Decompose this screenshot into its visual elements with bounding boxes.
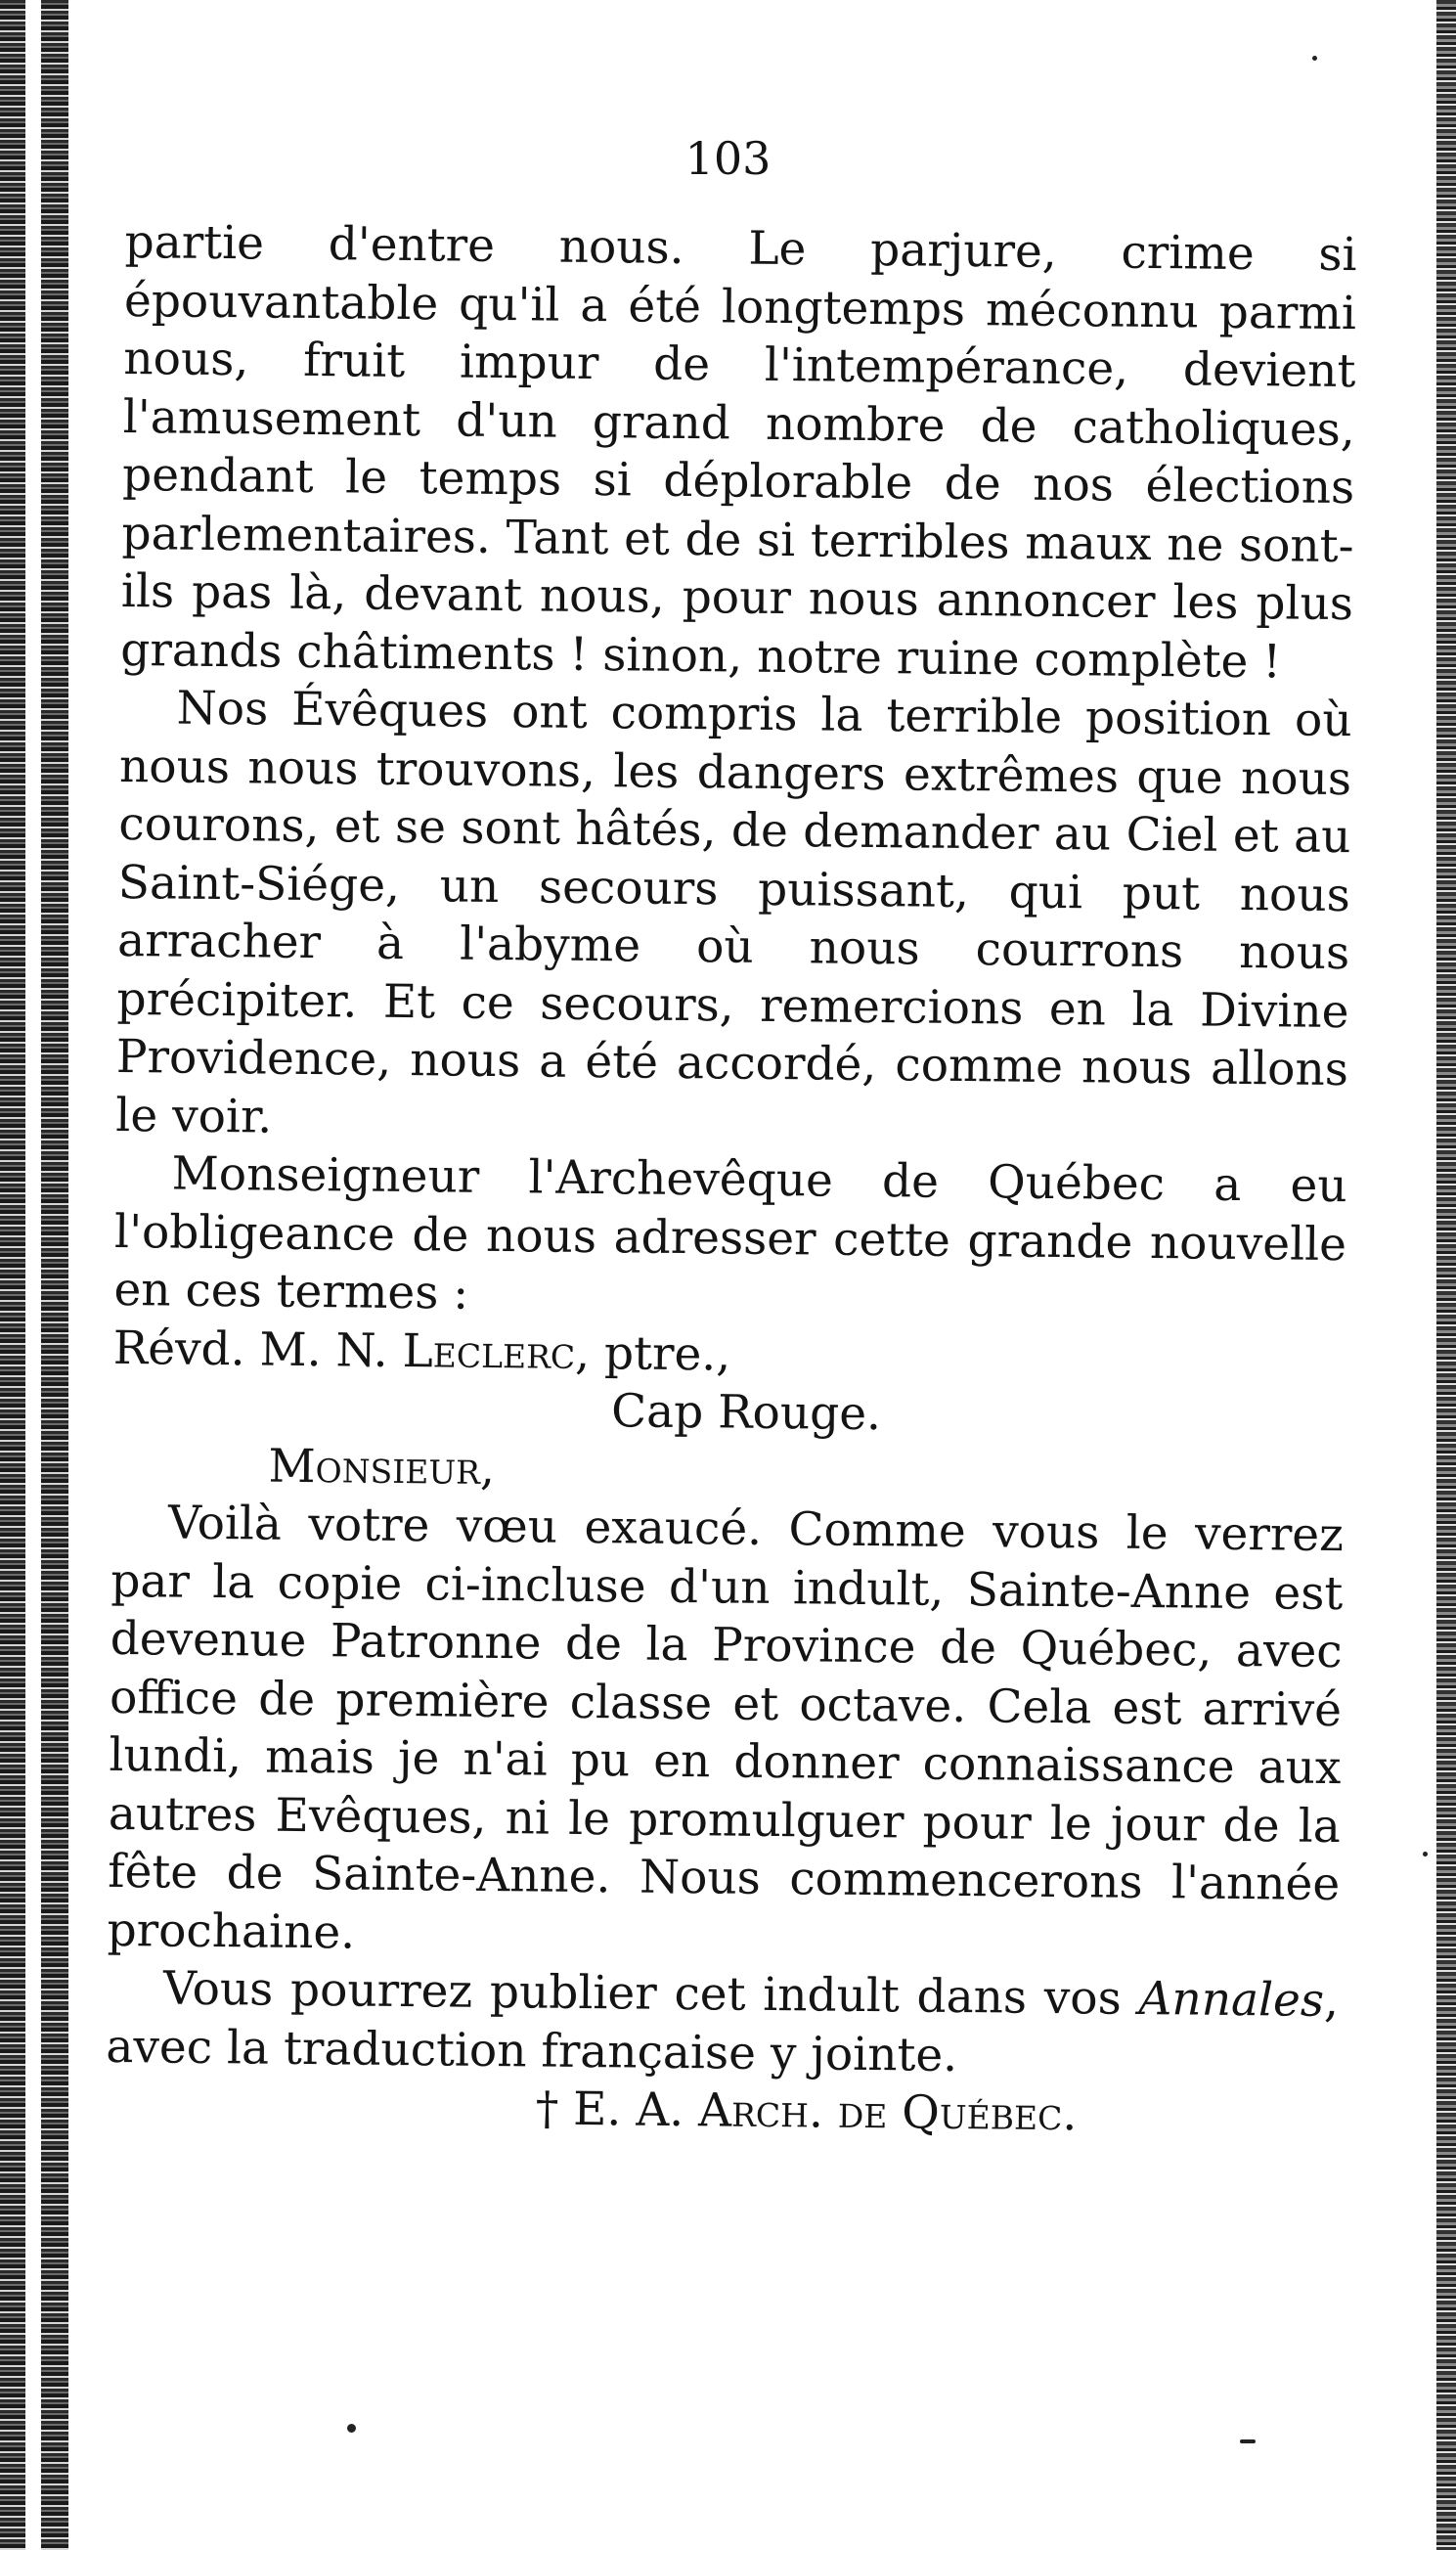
- letter-paragraph-annales: [106, 1959, 1339, 2088]
- book-binding-left: [0, 0, 68, 2550]
- annales-text-after: , avec la traduction française y jointe.: [106, 1973, 1340, 2082]
- book-binding-right: [1436, 0, 1456, 2550]
- address-prefix: Révd. M. N.: [112, 1320, 403, 1378]
- page-body: [105, 213, 1356, 2147]
- letter-paragraph-indult: Voilà votre vœu exaucé. Comme vous le verrez par la copie ci-incluse d'un indult, Sainte-Anne est devenue Patronne de la Province de Québec, avec office de première classe et octave. Cela est arrivé lundi, mais je n'ai pu en donner connaissance aux autres Evêques, ni le promulguer pour le jour de la fête de Sainte-Anne. Nous commencerons l'année prochaine.: [107, 1496, 1345, 1960]
- letter-salutation: Monsieur,: [268, 1439, 496, 1496]
- annales-text-before: Vous pourrez publier cet indult dans vos: [162, 1961, 1139, 2026]
- address-suffix: , ptre.,: [574, 1325, 731, 1382]
- address-place: Cap Rouge.: [610, 1384, 882, 1442]
- ink-speck: [347, 2424, 356, 2433]
- page-number: 103: [684, 132, 772, 185]
- letter-signature: † E. A. Arch. de Québec.: [535, 2081, 1078, 2142]
- ink-speck: [1312, 56, 1317, 61]
- paragraph-intemperance: partie d'entre nous. Le parjure, crime si épouvantable qu'il a été longtemps méconnu parmi nous, fruit impur de l'intempérance, devient l'amusement d'un grand nombre de catholiques, pendant le temps si déplorable de nos élections parlementaires. Tant et de si terribles maux ne sont-ils pas là, devant nous, pour nous annoncer les plus grands châtiments ! sinon, notre ruine complète !: [120, 214, 1357, 689]
- annales-title: Annales: [1138, 1971, 1325, 2028]
- address-name: Leclerc: [402, 1323, 576, 1380]
- ink-speck: [1423, 1852, 1428, 1857]
- paragraph-eveques: Nos Évêques ont compris la terrible position où nous nous trouvons, les dangers extrêmes que nous courons, et se sont hâtés, de demander au Ciel et au Saint-Siége, un secours puissant, qui put nous arracher à l'abyme où nous courrons nous précipiter. Et ce secours, remercions en la Divine Providence, nous a été accordé, comme nous allons le voir.: [115, 681, 1352, 1144]
- ink-speck: [1240, 2439, 1256, 2443]
- paragraph-archeveque: Monseigneur l'Archevêque de Québec a eu l'obligeance de nous adresser cette grande nouvelle en ces termes :: [113, 1146, 1347, 1320]
